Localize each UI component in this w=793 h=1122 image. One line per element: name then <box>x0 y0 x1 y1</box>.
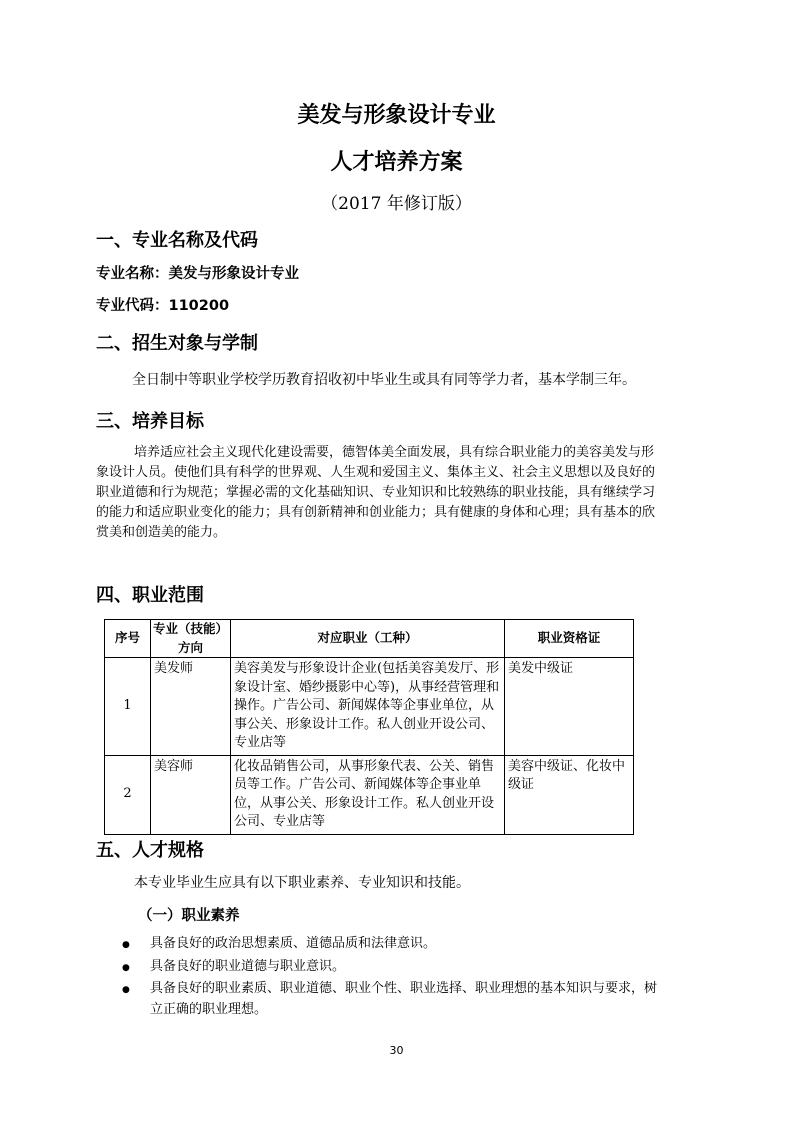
major-name: 专业名称：美发与形象设计专业 <box>96 266 299 282</box>
section-heading-5: 五、人才规格 <box>96 840 204 861</box>
page-number: 30 <box>389 1044 404 1057</box>
objective-line: 职业道德和行为规范；掌握必需的文化基础知识、专业知识和比较熟练的职业技能，具有继续学习 <box>96 485 656 500</box>
bullet-icon: ● <box>122 985 130 995</box>
list-item: 具备良好的政治思想素质、道德品质和法律意识。 <box>150 936 437 951</box>
subsection-heading: （一）职业素养 <box>138 908 240 924</box>
objective-line: 象设计人员。使他们具有科学的世界观、人生观和爱国主义、集体主义、社会主义思想以及良好的 <box>96 465 656 480</box>
edition-label: （2017 年修订版） <box>321 194 472 214</box>
document-title: 美发与形象设计专业 <box>297 103 496 128</box>
header-cert: 职业资格证 <box>505 620 634 658</box>
header-no: 序号 <box>105 620 151 658</box>
section-heading-4: 四、职业范围 <box>96 585 204 606</box>
list-item-continued: 立正确的职业理想。 <box>150 1002 268 1017</box>
row-no: 2 <box>105 755 151 834</box>
objective-line: 赏美和创造美的能力。 <box>96 525 227 540</box>
bullet-icon: ● <box>122 963 130 973</box>
table-row <box>105 755 634 834</box>
section-heading-3: 三、培养目标 <box>96 411 204 432</box>
objective-line: 培养适应社会主义现代化建设需要，德智体美全面发展，具有综合职业能力的美容美发与形 <box>134 445 655 460</box>
enrollment-text: 全日制中等职业学校学历教育招收初中毕业生或具有同等学力者，基本学制三年。 <box>132 372 636 388</box>
row-no: 1 <box>105 658 151 756</box>
header-jobs: 对应职业（工种） <box>231 620 505 658</box>
objective-line: 的能力和适应职业变化的能力；具有创新精神和创业能力；具有健康的身体和心理；具有基本的欣 <box>96 505 656 520</box>
list-item: 具备良好的职业道德与职业意识。 <box>150 959 346 974</box>
major-code: 专业代码：110200 <box>96 298 230 314</box>
section-heading-1: 一、专业名称及代码 <box>96 230 258 251</box>
row-jobs: 美容美发与形象设计企业(包括美容美发厅、形象设计室、婚纱摄影中心等)，从事经营管理和操作。广告公司、新闻媒体等企事业单位，从事公关、形象设计工作。私人创业开设公司、专业店等 <box>231 658 505 756</box>
row-direction: 美容师 <box>151 755 231 834</box>
row-cert: 美发中级证 <box>505 658 634 756</box>
spec-intro: 本专业毕业生应具有以下职业素养、专业知识和技能。 <box>134 875 470 891</box>
header-direction: 专业（技能）方向 <box>151 620 231 658</box>
document-subtitle: 人才培养方案 <box>330 150 463 175</box>
row-direction: 美发师 <box>151 658 231 756</box>
row-cert: 美容中级证、化妆中级证 <box>505 755 634 834</box>
table-header-row <box>105 620 634 658</box>
section-heading-2: 二、招生对象与学制 <box>96 333 258 354</box>
list-item: 具备良好的职业素质、职业道德、职业个性、职业选择、职业理想的基本知识与要求，树 <box>150 981 658 996</box>
occupation-table <box>104 619 634 835</box>
row-jobs: 化妆品销售公司，从事形象代表、公关、销售员等工作。广告公司、新闻媒体等企事业单位，从事公关、形象设计工作。私人创业开设公司、专业店等 <box>231 755 505 834</box>
table-row <box>105 658 634 756</box>
bullet-icon: ● <box>122 940 130 950</box>
